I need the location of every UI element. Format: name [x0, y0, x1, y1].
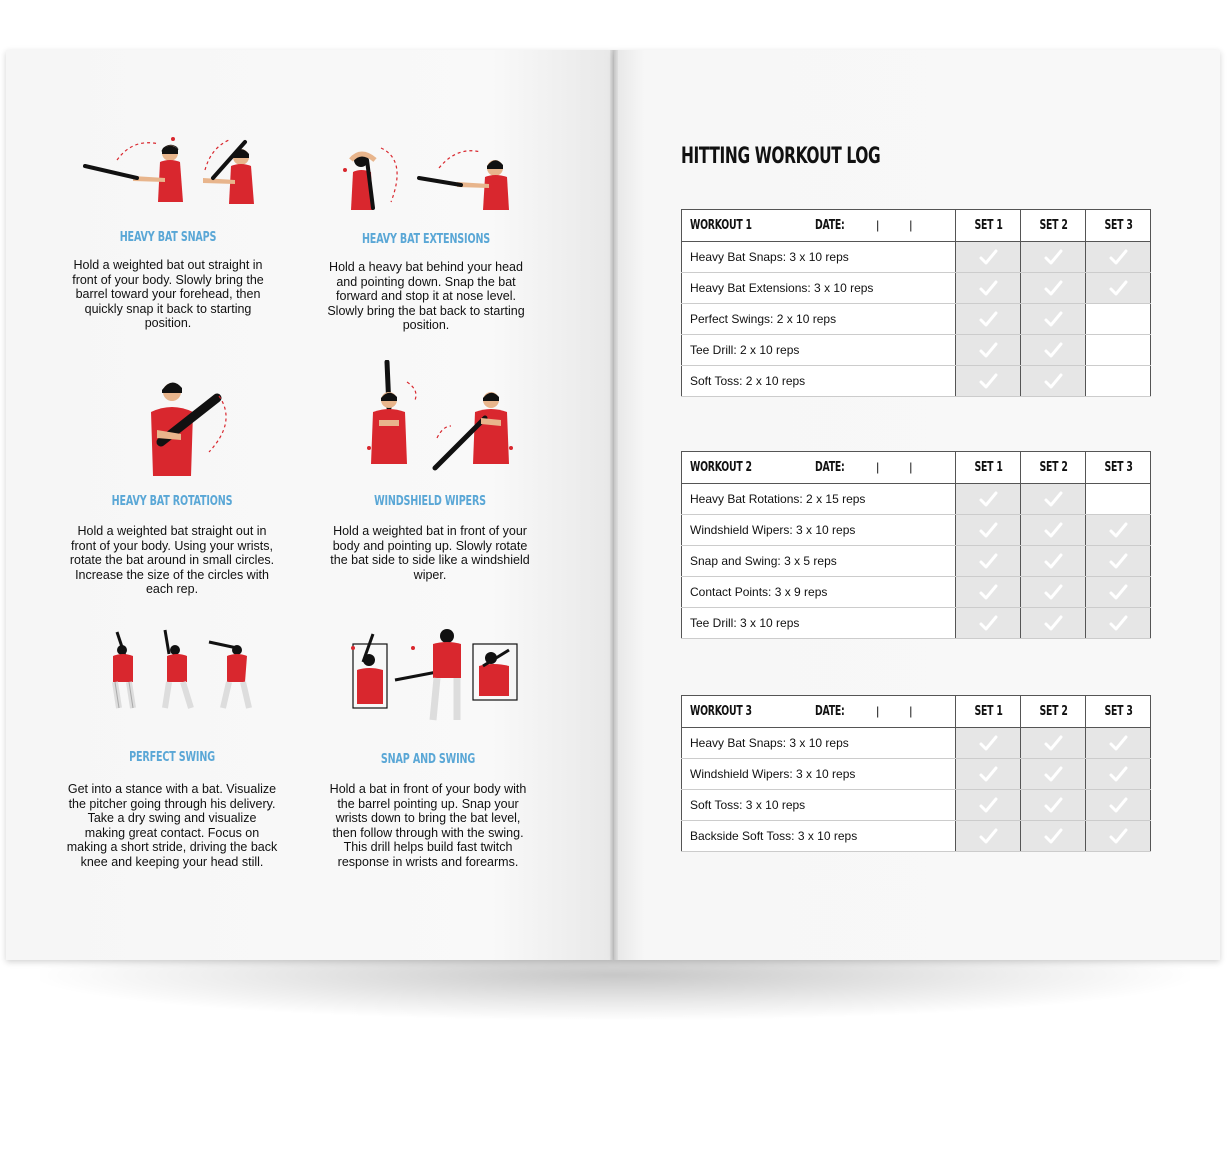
set-checkbox-1[interactable] [956, 728, 1021, 759]
exercise-label: Soft Toss: 3 x 10 reps [682, 790, 956, 821]
exercise-label: Soft Toss: 2 x 10 reps [682, 366, 956, 397]
drill-title: HEAVY BAT ROTATIONS [111, 494, 233, 509]
set-checkbox-2[interactable] [1021, 273, 1086, 304]
exercise-label: Tee Drill: 2 x 10 reps [682, 335, 956, 366]
heavy-bat-rotations-illustration [77, 372, 267, 482]
date-separator: | [876, 460, 880, 474]
set-checkbox-1[interactable] [956, 515, 1021, 546]
set-header-2 [1021, 452, 1086, 484]
exercise-label: Perfect Swings: 2 x 10 reps [682, 304, 956, 335]
date-label: DATE: [815, 704, 845, 719]
date-separator: | [909, 460, 913, 474]
checkmark-icon [1042, 763, 1064, 785]
date-label: DATE: [815, 218, 845, 233]
workout-log-title: HITTING WORKOUT LOG [681, 144, 881, 169]
set-checkbox-3[interactable] [1086, 484, 1151, 515]
set-label: SET 2 [1039, 218, 1068, 233]
checkmark-icon [1042, 246, 1064, 268]
checkmark-icon [1107, 612, 1129, 634]
set-label: SET 1 [974, 460, 1003, 475]
exercise-row [682, 515, 1151, 546]
checkmark-icon [1107, 732, 1129, 754]
set-checkbox-1[interactable] [956, 577, 1021, 608]
exercise-label: Tee Drill: 3 x 10 reps [682, 608, 956, 639]
workout-header-cell [682, 210, 956, 242]
set-checkbox-2[interactable] [1021, 759, 1086, 790]
drill-title: WINDSHIELD WIPERS [374, 494, 486, 509]
set-checkbox-2[interactable] [1021, 484, 1086, 515]
set-checkbox-1[interactable] [956, 759, 1021, 790]
set-header-1 [956, 210, 1021, 242]
checkmark-icon [977, 277, 999, 299]
heavy-bat-extensions-illustration [331, 130, 521, 240]
workout-header-cell [682, 452, 956, 484]
checkmark-icon [977, 519, 999, 541]
set-checkbox-2[interactable] [1021, 790, 1086, 821]
workout-table-2 [681, 451, 1151, 639]
checkmark-icon [977, 825, 999, 847]
set-label: SET 1 [974, 704, 1003, 719]
exercise-label: Windshield Wipers: 3 x 10 reps [682, 515, 956, 546]
checkmark-icon [977, 732, 999, 754]
set-checkbox-2[interactable] [1021, 515, 1086, 546]
set-label: SET 3 [1104, 704, 1133, 719]
drill-description: Hold a weighted bat in front of your body and pointing up. Slowly rotate the bat side to side like a windshield wiper. [330, 524, 530, 582]
set-checkbox-1[interactable] [956, 790, 1021, 821]
set-checkbox-2[interactable] [1021, 366, 1086, 397]
exercise-row [682, 546, 1151, 577]
set-header-3 [1086, 696, 1151, 728]
drill-description: Hold a heavy bat behind your head and pointing down. Snap the bat forward and stop it at nose level. Slowly bring the bat back to starting position. [327, 260, 525, 333]
set-checkbox-3[interactable] [1086, 759, 1151, 790]
checkmark-icon [1042, 488, 1064, 510]
checkmark-icon [977, 612, 999, 634]
set-checkbox-3[interactable] [1086, 577, 1151, 608]
drill-title: SNAP AND SWING [380, 752, 476, 767]
set-label: SET 2 [1039, 460, 1068, 475]
exercise-row [682, 790, 1151, 821]
checkmark-icon [1107, 581, 1129, 603]
checkmark-icon [977, 488, 999, 510]
exercise-row [682, 242, 1151, 273]
set-header-2 [1021, 210, 1086, 242]
set-checkbox-2[interactable] [1021, 577, 1086, 608]
checkmark-icon [1107, 246, 1129, 268]
date-separator: | [876, 704, 880, 718]
checkmark-icon [1042, 339, 1064, 361]
checkmark-icon [1107, 825, 1129, 847]
workout-header-cell [682, 696, 956, 728]
exercise-row [682, 366, 1151, 397]
set-checkbox-1[interactable] [956, 242, 1021, 273]
exercise-row [682, 759, 1151, 790]
exercise-label: Backside Soft Toss: 3 x 10 reps [682, 821, 956, 852]
set-checkbox-3[interactable] [1086, 366, 1151, 397]
set-checkbox-1[interactable] [956, 366, 1021, 397]
drill-description: Hold a bat in front of your body with the barrel pointing up. Snap your wrists down to bring the bat level, then follow through with the swing. This drill helps build fast twitch response in wrists and forearms. [329, 782, 527, 869]
set-checkbox-3[interactable] [1086, 728, 1151, 759]
set-header-3 [1086, 452, 1151, 484]
checkmark-icon [977, 794, 999, 816]
exercise-row [682, 335, 1151, 366]
set-checkbox-2[interactable] [1021, 728, 1086, 759]
checkmark-icon [1042, 732, 1064, 754]
exercise-label: Windshield Wipers: 3 x 10 reps [682, 759, 956, 790]
exercise-row [682, 304, 1151, 335]
workout-header-row [682, 452, 1151, 484]
set-checkbox-1[interactable] [956, 484, 1021, 515]
exercise-label: Heavy Bat Extensions: 3 x 10 reps [682, 273, 956, 304]
exercise-label: Heavy Bat Snaps: 3 x 10 reps [682, 242, 956, 273]
set-checkbox-1[interactable] [956, 335, 1021, 366]
drill-description: Hold a weighted bat straight out in front of your body. Using your wrists, rotate the bat around in small circles. Increase the size of the circles with each rep. [69, 524, 275, 597]
set-checkbox-2[interactable] [1021, 304, 1086, 335]
exercise-label: Heavy Bat Snaps: 3 x 10 reps [682, 728, 956, 759]
set-header-2 [1021, 696, 1086, 728]
checkmark-icon [1042, 612, 1064, 634]
checkmark-icon [1042, 519, 1064, 541]
set-label: SET 3 [1104, 460, 1133, 475]
set-checkbox-1[interactable] [956, 608, 1021, 639]
heavy-bat-snaps-illustration [73, 130, 263, 240]
set-checkbox-1[interactable] [956, 546, 1021, 577]
checkmark-icon [977, 581, 999, 603]
workout-name: WORKOUT 2 [690, 460, 752, 475]
set-checkbox-3[interactable] [1086, 335, 1151, 366]
drill-title: HEAVY BAT EXTENSIONS [361, 232, 491, 247]
windshield-wipers-illustration [335, 360, 525, 475]
drill-title: PERFECT SWING [129, 750, 215, 765]
date-label: DATE: [815, 460, 845, 475]
exercise-label: Snap and Swing: 3 x 5 reps [682, 546, 956, 577]
set-checkbox-1[interactable] [956, 821, 1021, 852]
checkmark-icon [1107, 794, 1129, 816]
checkmark-icon [977, 308, 999, 330]
workout-table-1 [681, 209, 1151, 397]
workout-name: WORKOUT 1 [690, 218, 752, 233]
set-checkbox-3[interactable] [1086, 546, 1151, 577]
workout-name: WORKOUT 3 [690, 704, 752, 719]
set-checkbox-3[interactable] [1086, 790, 1151, 821]
date-separator: | [909, 218, 913, 232]
set-checkbox-2[interactable] [1021, 546, 1086, 577]
set-checkbox-3[interactable] [1086, 515, 1151, 546]
checkmark-icon [1107, 763, 1129, 785]
checkmark-icon [1042, 550, 1064, 572]
set-checkbox-2[interactable] [1021, 608, 1086, 639]
set-label: SET 2 [1039, 704, 1068, 719]
exercise-label: Heavy Bat Rotations: 2 x 15 reps [682, 484, 956, 515]
checkmark-icon [1042, 794, 1064, 816]
exercise-row [682, 577, 1151, 608]
exercise-row [682, 484, 1151, 515]
set-label: SET 3 [1104, 218, 1133, 233]
book-spine [610, 50, 618, 960]
set-header-1 [956, 696, 1021, 728]
checkmark-icon [1042, 308, 1064, 330]
exercise-row [682, 608, 1151, 639]
exercise-label: Contact Points: 3 x 9 reps [682, 577, 956, 608]
date-separator: | [876, 218, 880, 232]
set-checkbox-1[interactable] [956, 273, 1021, 304]
perfect-swing-illustration [77, 620, 267, 720]
exercise-row [682, 821, 1151, 852]
exercise-row [682, 728, 1151, 759]
set-checkbox-3[interactable] [1086, 304, 1151, 335]
set-checkbox-1[interactable] [956, 304, 1021, 335]
date-separator: | [909, 704, 913, 718]
drill-description: Hold a weighted bat out straight in front of your body. Slowly bring the barrel toward your forehead, then quickly snap it back to starting position. [72, 258, 264, 331]
set-checkbox-3[interactable] [1086, 821, 1151, 852]
snap-and-swing-illustration [333, 622, 523, 732]
set-checkbox-3[interactable] [1086, 242, 1151, 273]
checkmark-icon [1042, 825, 1064, 847]
drill-description: Get into a stance with a bat. Visualize the pitcher going through his delivery. Take a dry swing and visualize making great contact. Focus on making a short stride, driving the back knee and keeping your head still. [66, 782, 278, 869]
checkmark-icon [977, 550, 999, 572]
checkmark-icon [1107, 277, 1129, 299]
set-checkbox-2[interactable] [1021, 821, 1086, 852]
workout-header-row [682, 210, 1151, 242]
drill-title: HEAVY BAT SNAPS [119, 230, 217, 245]
checkmark-icon [977, 370, 999, 392]
exercise-row [682, 273, 1151, 304]
checkmark-icon [1042, 581, 1064, 603]
checkmark-icon [1107, 550, 1129, 572]
set-checkbox-2[interactable] [1021, 242, 1086, 273]
checkmark-icon [1107, 519, 1129, 541]
workout-header-row [682, 696, 1151, 728]
checkmark-icon [1042, 370, 1064, 392]
checkmark-icon [977, 246, 999, 268]
set-header-1 [956, 452, 1021, 484]
set-checkbox-3[interactable] [1086, 273, 1151, 304]
set-checkbox-3[interactable] [1086, 608, 1151, 639]
set-label: SET 1 [974, 218, 1003, 233]
checkmark-icon [977, 339, 999, 361]
workout-table-3 [681, 695, 1151, 852]
set-checkbox-2[interactable] [1021, 335, 1086, 366]
set-header-3 [1086, 210, 1151, 242]
checkmark-icon [1042, 277, 1064, 299]
checkmark-icon [977, 763, 999, 785]
